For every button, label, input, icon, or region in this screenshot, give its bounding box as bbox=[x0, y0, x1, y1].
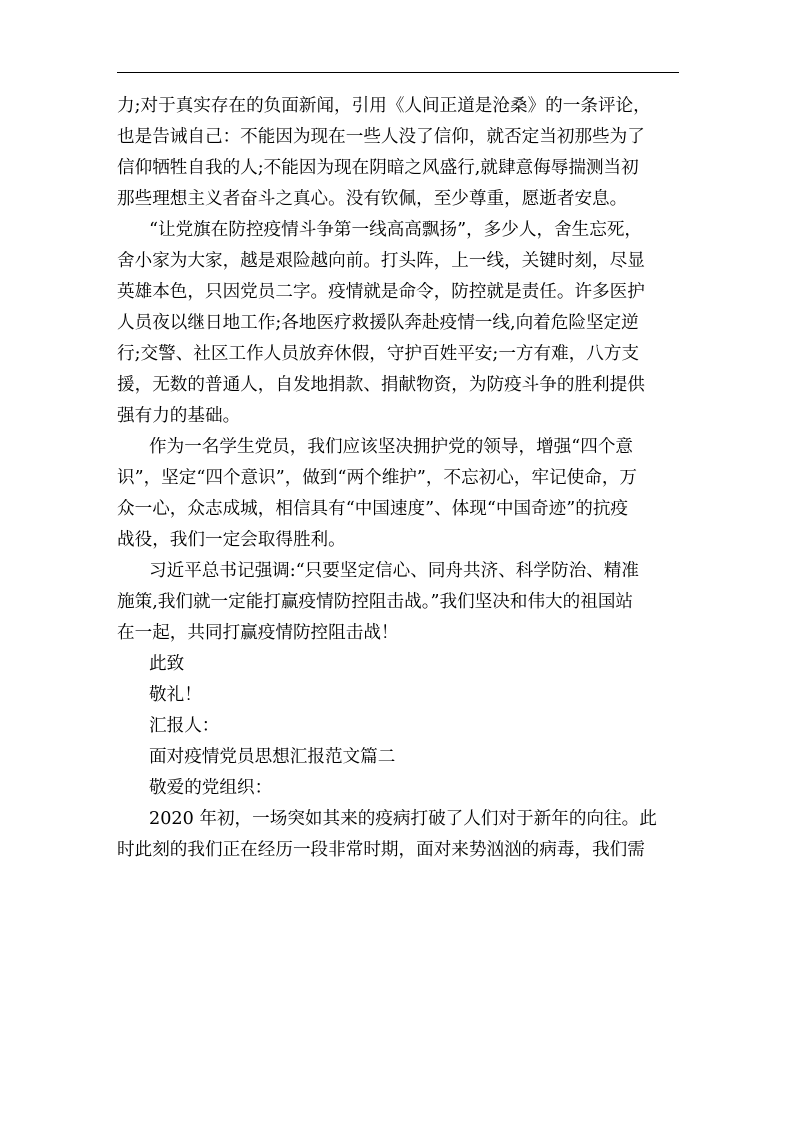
text-line: 敬礼！ bbox=[149, 685, 202, 705]
text-line: 此致 bbox=[149, 654, 185, 674]
text-line: 战役，我们一定会取得胜利。 bbox=[117, 530, 346, 550]
text-line: “让党旗在防控疫情斗争第一线高高飘扬”，多少人，舍生忘死， bbox=[149, 220, 643, 240]
text-line: 2020 年初，一场突如其来的疫病打破了人们对于新年的向往。此 bbox=[149, 809, 657, 829]
text-line: 强有力的基础。 bbox=[117, 406, 241, 426]
header-rule bbox=[117, 72, 679, 73]
text-line: 援，无数的普通人，自发地捐款、捐献物资，为防疫斗争的胜利提供 bbox=[117, 375, 645, 395]
text-line: 敬爱的党组织： bbox=[149, 778, 273, 798]
text-line: 众一心，众志成城，相信具有“中国速度”、体现“中国奇迹”的抗疫 bbox=[117, 499, 629, 519]
text-line: 时此刻的我们正在经历一段非常时期，面对来势汹汹的病毒，我们需 bbox=[117, 840, 645, 860]
document-body bbox=[117, 91, 679, 866]
text-line: 行;交警、社区工作人员放弃休假，守护百姓平安;一方有难，八方支 bbox=[117, 344, 640, 364]
text-line: 信仰牺牲自我的人;不能因为现在阴暗之风盛行,就肆意侮辱揣测当初 bbox=[117, 158, 639, 178]
text-line: 作为一名学生党员，我们应该坚决拥护党的领导，增强“四个意 bbox=[149, 437, 634, 457]
text-line: 面对疫情党员思想汇报范文篇二 bbox=[149, 747, 396, 767]
text-line: 在一起，共同打赢疫情防控阻击战！ bbox=[117, 623, 399, 643]
text-line: 人员夜以继日地工作;各地医疗救援队奔赴疫情一线,向着危险坚定逆 bbox=[117, 313, 639, 333]
text-line: 那些理想主义者奋斗之真心。没有钦佩，至少尊重，愿逝者安息。 bbox=[117, 189, 628, 209]
text-line: 英雄本色，只因党员二字。疫情就是命令，防控就是责任。许多医护 bbox=[117, 282, 645, 302]
text-line: 汇报人： bbox=[149, 716, 220, 736]
text-line: 施策,我们就一定能打赢疫情防控阻击战。”我们坚决和伟大的祖国站 bbox=[117, 592, 634, 612]
text-line: 力;对于真实存在的负面新闻，引用《人间正道是沧桑》的一条评论， bbox=[117, 96, 651, 116]
text-line: 识”，坚定“四个意识”，做到“两个维护”，不忘初心，牢记使命，万 bbox=[117, 468, 638, 488]
text-line: 也是告诫自己：不能因为现在一些人没了信仰，就否定当初那些为了 bbox=[117, 127, 645, 147]
text-line: 习近平总书记强调:“只要坚定信心、同舟共济、科学防治、精准 bbox=[149, 561, 639, 581]
text-line: 舍小家为大家，越是艰险越向前。打头阵，上一线，关键时刻，尽显 bbox=[117, 251, 645, 271]
